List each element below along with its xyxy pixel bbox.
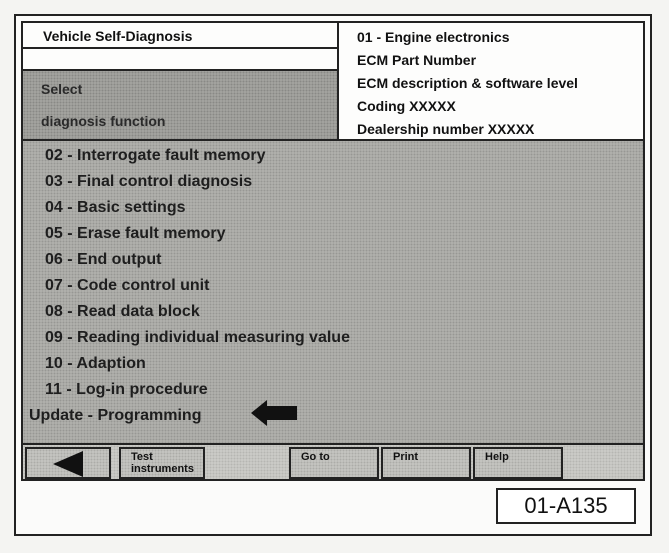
left-arrow-icon — [251, 400, 297, 426]
select-prompt — [23, 71, 337, 139]
select-prompt-line2: diagnosis function — [41, 113, 166, 129]
menu-item-log-in-procedure[interactable]: 11 - Log-in procedure — [45, 381, 208, 398]
info-dealership: Dealership number XXXXX — [357, 121, 535, 137]
info-coding: Coding XXXXX — [357, 98, 456, 114]
menu-item-reading-measuring-value[interactable]: 09 - Reading individual measuring value — [45, 329, 350, 346]
header-blank-row — [23, 49, 337, 71]
diagnosis-function-menu — [23, 141, 643, 443]
figure-reference-label: 01-A135 — [496, 488, 636, 524]
menu-item-interrogate-fault-memory[interactable]: 02 - Interrogate fault memory — [45, 147, 266, 164]
menu-item-erase-fault-memory[interactable]: 05 - Erase fault memory — [45, 225, 226, 242]
back-button[interactable] — [25, 447, 111, 479]
test-instruments-label-line1: Test — [131, 451, 153, 463]
menu-item-update-programming[interactable]: Update - Programming — [29, 407, 202, 424]
menu-item-read-data-block[interactable]: 08 - Read data block — [45, 303, 200, 320]
function-toolbar — [23, 443, 643, 479]
figure-frame — [14, 14, 652, 536]
info-part-number: ECM Part Number — [357, 52, 477, 68]
info-control-unit: 01 - Engine electronics — [357, 29, 510, 45]
test-instruments-label-line2: instruments — [131, 463, 194, 475]
print-button[interactable]: Print — [381, 447, 471, 479]
test-instruments-button[interactable] — [119, 447, 205, 479]
screen-title: Vehicle Self-Diagnosis — [23, 23, 337, 49]
menu-item-adaption[interactable]: 10 - Adaption — [45, 355, 146, 372]
info-description: ECM description & software level — [357, 75, 578, 91]
menu-item-final-control-diagnosis[interactable]: 03 - Final control diagnosis — [45, 173, 253, 190]
go-to-button[interactable]: Go to — [289, 447, 379, 479]
menu-item-basic-settings[interactable]: 04 - Basic settings — [45, 199, 186, 216]
control-unit-info-panel — [339, 23, 643, 141]
menu-item-code-control-unit[interactable]: 07 - Code control unit — [45, 277, 210, 294]
tester-screen — [21, 21, 645, 481]
help-button[interactable]: Help — [473, 447, 563, 479]
menu-item-end-output[interactable]: 06 - End output — [45, 251, 162, 268]
header-left-panel — [23, 23, 339, 141]
select-prompt-line1: Select — [41, 81, 83, 97]
left-triangle-icon — [53, 451, 83, 477]
